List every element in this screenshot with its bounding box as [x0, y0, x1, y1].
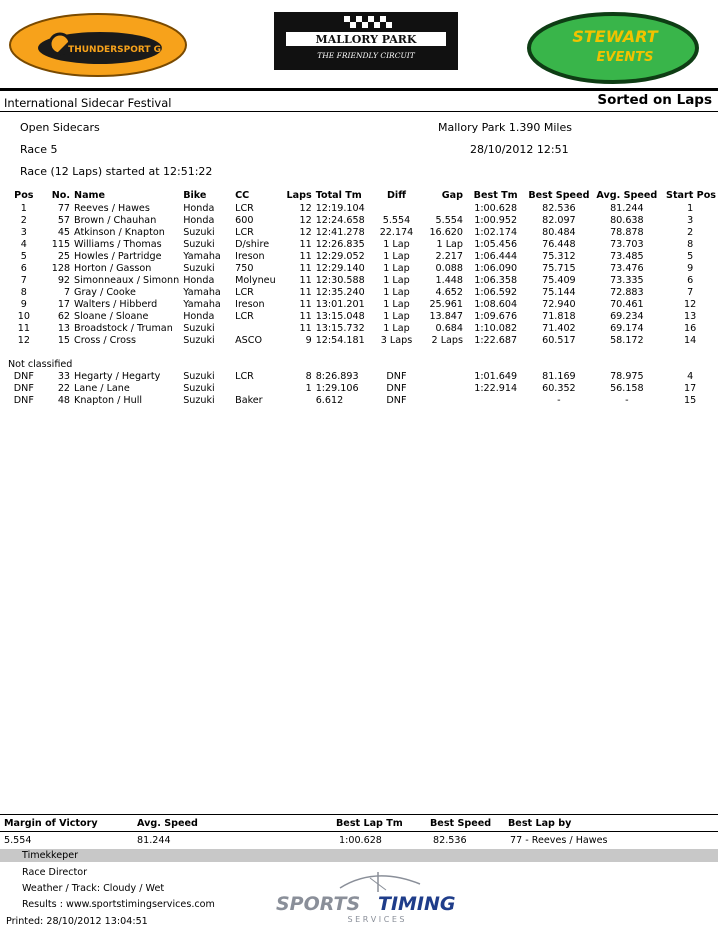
- table-cell: 8: [305, 371, 312, 382]
- table-cell: 45: [57, 227, 71, 238]
- table-cell: 5: [687, 251, 694, 262]
- table-cell: [233, 383, 279, 395]
- table-cell: 1 Lap: [436, 239, 464, 250]
- table-cell: 75.715: [542, 263, 576, 274]
- table-cell: 1:02.174: [474, 227, 518, 238]
- weather-info: Weather / Track: Cloudy / Wet: [22, 883, 165, 894]
- race-number: Race 5: [20, 143, 58, 156]
- table-cell: [233, 323, 279, 335]
- table-cell: Baker: [235, 395, 263, 406]
- table-cell: 75.312: [542, 251, 576, 262]
- mallory-park-logo-subtitle: THE FRIENDLY CIRCUIT: [317, 51, 415, 60]
- table-cell: 8: [687, 239, 694, 250]
- table-row: [6, 323, 718, 335]
- stewart-events-logo: [527, 12, 699, 84]
- table-cell: 600: [235, 215, 254, 226]
- col-header: Total Tm: [315, 190, 362, 201]
- table-cell: 5: [20, 251, 27, 262]
- thundersport-logo-text: THUNDERSPORT GB: [68, 45, 168, 55]
- table-cell: 1 Lap: [383, 311, 410, 322]
- table-cell: 13: [684, 311, 697, 322]
- table-cell: 1:09.676: [474, 311, 518, 322]
- best-lap-value: 1:00.628: [339, 835, 382, 846]
- margin-value: 5.554: [4, 835, 32, 846]
- table-cell: 80.638: [610, 215, 644, 226]
- brand-sports: SPORTS: [276, 893, 361, 915]
- table-cell: [419, 371, 465, 383]
- table-cell: 1:06.090: [474, 263, 518, 274]
- table-row: [6, 203, 718, 215]
- table-cell: -: [625, 395, 629, 406]
- table-cell: 92: [57, 275, 71, 286]
- table-cell: 81.244: [610, 203, 644, 214]
- table-cell: 1 Lap: [383, 299, 410, 310]
- table-cell: 750: [235, 263, 254, 274]
- table-cell: 11: [299, 239, 312, 250]
- table-cell: 73.335: [610, 275, 644, 286]
- table-cell: 11: [299, 287, 312, 298]
- table-row: [6, 251, 718, 263]
- table-cell: 1:05.456: [474, 239, 518, 250]
- table-cell: 11: [17, 323, 30, 334]
- table-cell: Sloane / Sloane: [74, 311, 149, 322]
- race-detail: Race (12 Laps) started at 12:51:22: [20, 165, 213, 178]
- table-cell: 73.476: [610, 263, 644, 274]
- best-speed-value: 82.536: [433, 835, 467, 846]
- table-row: [6, 335, 718, 347]
- table-cell: Suzuki: [183, 323, 215, 334]
- table-cell: 70.461: [610, 299, 644, 310]
- table-cell: 12:41.278: [315, 227, 365, 238]
- table-cell: [465, 395, 526, 407]
- table-cell: 12:24.658: [315, 215, 365, 226]
- table-cell: 2: [20, 215, 27, 226]
- table-cell: 7: [687, 287, 694, 298]
- not-classified-label: Not classified: [8, 359, 73, 370]
- table-cell: 7: [63, 287, 71, 298]
- table-cell: 12: [684, 299, 697, 310]
- table-row: [6, 311, 718, 323]
- table-cell: 22.174: [379, 227, 414, 238]
- table-cell: 12: [299, 203, 312, 214]
- table-cell: Walters / Hibberd: [74, 299, 158, 310]
- table-cell: 8: [20, 287, 27, 298]
- table-cell: Suzuki: [183, 395, 215, 406]
- table-cell: 78.975: [610, 371, 644, 382]
- table-cell: 4: [20, 239, 27, 250]
- table-cell: DNF: [13, 371, 34, 382]
- table-cell: 3 Laps: [380, 335, 413, 346]
- table-row: [6, 383, 718, 395]
- table-cell: 1:08.604: [474, 299, 518, 310]
- table-cell: Suzuki: [183, 263, 215, 274]
- table-cell: DNF: [13, 395, 34, 406]
- table-row: [6, 395, 718, 407]
- table-cell: Suzuki: [183, 383, 215, 394]
- results-table: [6, 189, 718, 407]
- table-cell: 9: [687, 263, 694, 274]
- table-cell: Howles / Partridge: [74, 251, 162, 262]
- table-cell: 13:15.048: [315, 311, 365, 322]
- table-cell: 1: [687, 203, 694, 214]
- table-cell: 75.409: [542, 275, 576, 286]
- table-cell: Ireson: [235, 251, 265, 262]
- table-cell: 11: [299, 275, 312, 286]
- table-cell: 128: [51, 263, 71, 274]
- brand-timing: TIMING: [378, 893, 456, 915]
- table-cell: 57: [57, 215, 71, 226]
- table-cell: Suzuki: [183, 371, 215, 382]
- table-cell: 12:26.835: [315, 239, 365, 250]
- summary-rule: [0, 814, 718, 815]
- table-cell: 1 Lap: [383, 251, 410, 262]
- table-cell: 56.158: [610, 383, 644, 394]
- avg-speed-label: Avg. Speed: [137, 818, 198, 829]
- table-cell: [419, 395, 465, 407]
- results-url: Results : www.sportstimingservices.com: [22, 899, 215, 910]
- table-cell: 73.703: [610, 239, 644, 250]
- table-cell: Yamaha: [183, 299, 221, 310]
- table-cell: 1 Lap: [383, 287, 410, 298]
- table-cell: 1:22.687: [474, 335, 518, 346]
- table-row: [6, 299, 718, 311]
- table-cell: 11: [299, 311, 312, 322]
- table-cell: 13: [57, 323, 71, 334]
- table-cell: 25: [57, 251, 71, 262]
- col-header: Avg. Speed: [596, 190, 658, 201]
- best-lap-label: Best Lap Tm: [336, 818, 403, 829]
- table-cell: D/shire: [235, 239, 270, 250]
- table-cell: 81.169: [542, 371, 576, 382]
- table-cell: DNF: [386, 395, 407, 406]
- table-cell: 9: [20, 299, 27, 310]
- table-cell: -: [557, 395, 561, 406]
- printed-timestamp: Printed: 28/10/2012 13:04:51: [6, 916, 148, 927]
- table-cell: 15: [684, 395, 697, 406]
- stewart-logo-top: STEWART: [572, 27, 658, 46]
- table-cell: Simonneaux / Simonn: [74, 275, 180, 286]
- table-cell: 9: [305, 335, 312, 346]
- table-cell: 71.402: [542, 323, 576, 334]
- table-cell: 2.217: [435, 251, 464, 262]
- table-cell: Yamaha: [183, 251, 221, 262]
- race-director-label: Race Director: [22, 867, 88, 878]
- timekeeper-label: Timekkeper: [22, 850, 79, 861]
- table-cell: Ireson: [235, 299, 265, 310]
- table-cell: Hegarty / Hegarty: [74, 371, 161, 382]
- best-speed-label: Best Speed: [430, 818, 492, 829]
- table-cell: 17: [684, 383, 697, 394]
- col-header: Best Tm: [473, 190, 518, 201]
- table-cell: 8:26.893: [315, 371, 359, 382]
- table-cell: 58.172: [610, 335, 644, 346]
- table-cell: 2 Laps: [431, 335, 464, 346]
- table-cell: 11: [299, 251, 312, 262]
- table-row: [6, 263, 718, 275]
- table-cell: 0.088: [435, 263, 464, 274]
- table-cell: 82.097: [542, 215, 576, 226]
- table-cell: 1:22.914: [474, 383, 518, 394]
- table-cell: 1:00.952: [474, 215, 518, 226]
- table-cell: 1:06.592: [474, 287, 518, 298]
- table-row: [6, 371, 718, 383]
- col-header: CC: [235, 190, 250, 201]
- table-cell: Cross / Cross: [74, 335, 136, 346]
- table-row: [6, 227, 718, 239]
- table-cell: 10: [17, 311, 30, 322]
- table-cell: Williams / Thomas: [74, 239, 162, 250]
- table-cell: 4: [687, 371, 694, 382]
- table-cell: 1:06.358: [474, 275, 518, 286]
- table-cell: ASCO: [235, 335, 263, 346]
- table-cell: 78.878: [610, 227, 644, 238]
- event-title: International Sidecar Festival: [4, 96, 172, 110]
- best-lap-by-label: Best Lap by: [508, 818, 572, 829]
- col-header: Diff: [386, 190, 406, 201]
- table-cell: [419, 203, 465, 215]
- col-header: Name: [74, 190, 106, 201]
- table-cell: [374, 203, 419, 215]
- table-cell: Suzuki: [183, 335, 215, 346]
- table-cell: Reeves / Hawes: [74, 203, 150, 214]
- table-cell: 72.940: [542, 299, 576, 310]
- table-cell: 48: [57, 395, 71, 406]
- table-cell: 69.234: [610, 311, 644, 322]
- table-cell: 73.485: [610, 251, 644, 262]
- table-cell: 11: [299, 299, 312, 310]
- col-header: Pos: [14, 190, 34, 201]
- table-cell: 12: [299, 215, 312, 226]
- table-header: [6, 189, 718, 203]
- table-cell: 1 Lap: [383, 323, 410, 334]
- table-cell: 13:15.732: [315, 323, 365, 334]
- table-cell: Lane / Lane: [74, 383, 130, 394]
- table-cell: 12: [17, 335, 30, 346]
- table-row: [6, 287, 718, 299]
- mallory-park-logo-title: MALLORY PARK: [315, 33, 417, 46]
- table-cell: 6.612: [315, 395, 344, 406]
- table-row: [6, 275, 718, 287]
- table-cell: 3: [687, 215, 694, 226]
- table-cell: Suzuki: [183, 239, 215, 250]
- table-cell: LCR: [235, 311, 254, 322]
- header-rule-thin: [0, 111, 718, 112]
- table-cell: 72.883: [610, 287, 644, 298]
- table-cell: Brown / Chauhan: [74, 215, 157, 226]
- table-cell: Honda: [183, 311, 215, 322]
- table-cell: 12: [299, 227, 312, 238]
- table-cell: Honda: [183, 215, 215, 226]
- table-cell: 25.961: [429, 299, 464, 310]
- table-cell: Yamaha: [183, 287, 221, 298]
- table-cell: Molyneu: [235, 275, 276, 286]
- col-header: Start Pos: [666, 190, 716, 201]
- table-cell: 1: [20, 203, 27, 214]
- circuit-info: Mallory Park 1.390 Miles: [438, 121, 572, 134]
- table-cell: 3: [20, 227, 27, 238]
- table-cell: LCR: [235, 203, 254, 214]
- table-cell: Honda: [183, 203, 215, 214]
- table-cell: 1:00.628: [474, 203, 518, 214]
- col-header: Bike: [183, 190, 207, 201]
- table-cell: 33: [57, 371, 71, 382]
- table-cell: 5.554: [382, 215, 411, 226]
- table-cell: 6: [687, 275, 694, 286]
- table-cell: Honda: [183, 275, 215, 286]
- thundersport-logo: [8, 12, 188, 78]
- table-cell: 13:01.201: [315, 299, 365, 310]
- table-row: [6, 215, 718, 227]
- table-cell: Atkinson / Knapton: [74, 227, 165, 238]
- col-header: No.: [51, 190, 71, 201]
- sort-indicator: Sorted on Laps: [597, 92, 712, 108]
- table-cell: LCR: [235, 371, 254, 382]
- table-cell: LCR: [235, 287, 254, 298]
- table-cell: 5.554: [435, 215, 464, 226]
- table-cell: 17: [57, 299, 71, 310]
- stewart-logo-bottom: EVENTS: [596, 50, 654, 65]
- table-cell: DNF: [386, 383, 407, 394]
- table-cell: 1:06.444: [474, 251, 518, 262]
- table-cell: 2: [687, 227, 694, 238]
- margin-label: Margin of Victory: [4, 818, 98, 829]
- summary-rule-2: [0, 831, 718, 832]
- avg-speed-value: 81.244: [137, 835, 171, 846]
- col-header: Gap: [441, 190, 464, 201]
- table-cell: 7: [20, 275, 27, 286]
- timekeeper-bar: [0, 849, 718, 862]
- table-cell: 115: [51, 239, 71, 250]
- header-rule: [0, 88, 718, 91]
- table-cell: 12:35.240: [315, 287, 365, 298]
- table-cell: Knapton / Hull: [74, 395, 143, 406]
- best-lap-by-value: 77 - Reeves / Hawes: [510, 835, 608, 846]
- table-cell: 4.652: [435, 287, 464, 298]
- table-cell: 11: [299, 263, 312, 274]
- table-cell: 76.448: [542, 239, 576, 250]
- table-cell: Gray / Cooke: [74, 287, 136, 298]
- table-cell: 1.448: [435, 275, 464, 286]
- table-cell: 16: [684, 323, 697, 334]
- mallory-park-logo: [274, 12, 458, 70]
- col-header: Best Speed: [528, 190, 590, 201]
- table-cell: 1:29.106: [315, 383, 359, 394]
- table-cell: [279, 395, 314, 407]
- table-cell: 12:30.588: [315, 275, 365, 286]
- sports-timing-logo: [270, 868, 480, 924]
- table-cell: 6: [20, 263, 27, 274]
- table-cell: 14: [684, 335, 697, 346]
- table-cell: 75.144: [542, 287, 576, 298]
- table-cell: 16.620: [429, 227, 464, 238]
- table-cell: DNF: [13, 383, 34, 394]
- table-cell: DNF: [386, 371, 407, 382]
- table-cell: 13.847: [429, 311, 464, 322]
- table-cell: [419, 383, 465, 395]
- table-cell: 71.818: [542, 311, 576, 322]
- table-cell: 1 Lap: [383, 275, 410, 286]
- table-cell: 69.174: [610, 323, 644, 334]
- table-cell: 12:19.104: [315, 203, 365, 214]
- table-cell: 12:29.052: [315, 251, 365, 262]
- race-date: 28/10/2012 12:51: [470, 143, 569, 156]
- table-cell: 1: [305, 383, 312, 394]
- table-cell: LCR: [235, 227, 254, 238]
- table-cell: 15: [57, 335, 71, 346]
- table-cell: 60.517: [542, 335, 576, 346]
- table-cell: 1 Lap: [383, 263, 410, 274]
- table-cell: 1:10.082: [474, 323, 518, 334]
- table-cell: Horton / Gasson: [74, 263, 152, 274]
- col-header: Laps: [286, 190, 312, 201]
- table-cell: 1 Lap: [383, 239, 410, 250]
- table-cell: 77: [57, 203, 71, 214]
- table-cell: 1:01.649: [474, 371, 518, 382]
- table-cell: 11: [299, 323, 312, 334]
- table-cell: Suzuki: [183, 227, 215, 238]
- brand-services: S E R V I C E S: [347, 915, 405, 924]
- table-cell: 22: [57, 383, 71, 394]
- table-cell: 12:54.181: [315, 335, 365, 346]
- table-cell: 60.352: [542, 383, 576, 394]
- table-cell: 12:29.140: [315, 263, 365, 274]
- table-row: [6, 239, 718, 251]
- table-cell: 82.536: [542, 203, 576, 214]
- table-cell: 62: [57, 311, 71, 322]
- table-cell: 0.684: [435, 323, 464, 334]
- table-cell: Broadstock / Truman: [74, 323, 173, 334]
- table-cell: 80.484: [542, 227, 576, 238]
- race-class: Open Sidecars: [20, 121, 100, 134]
